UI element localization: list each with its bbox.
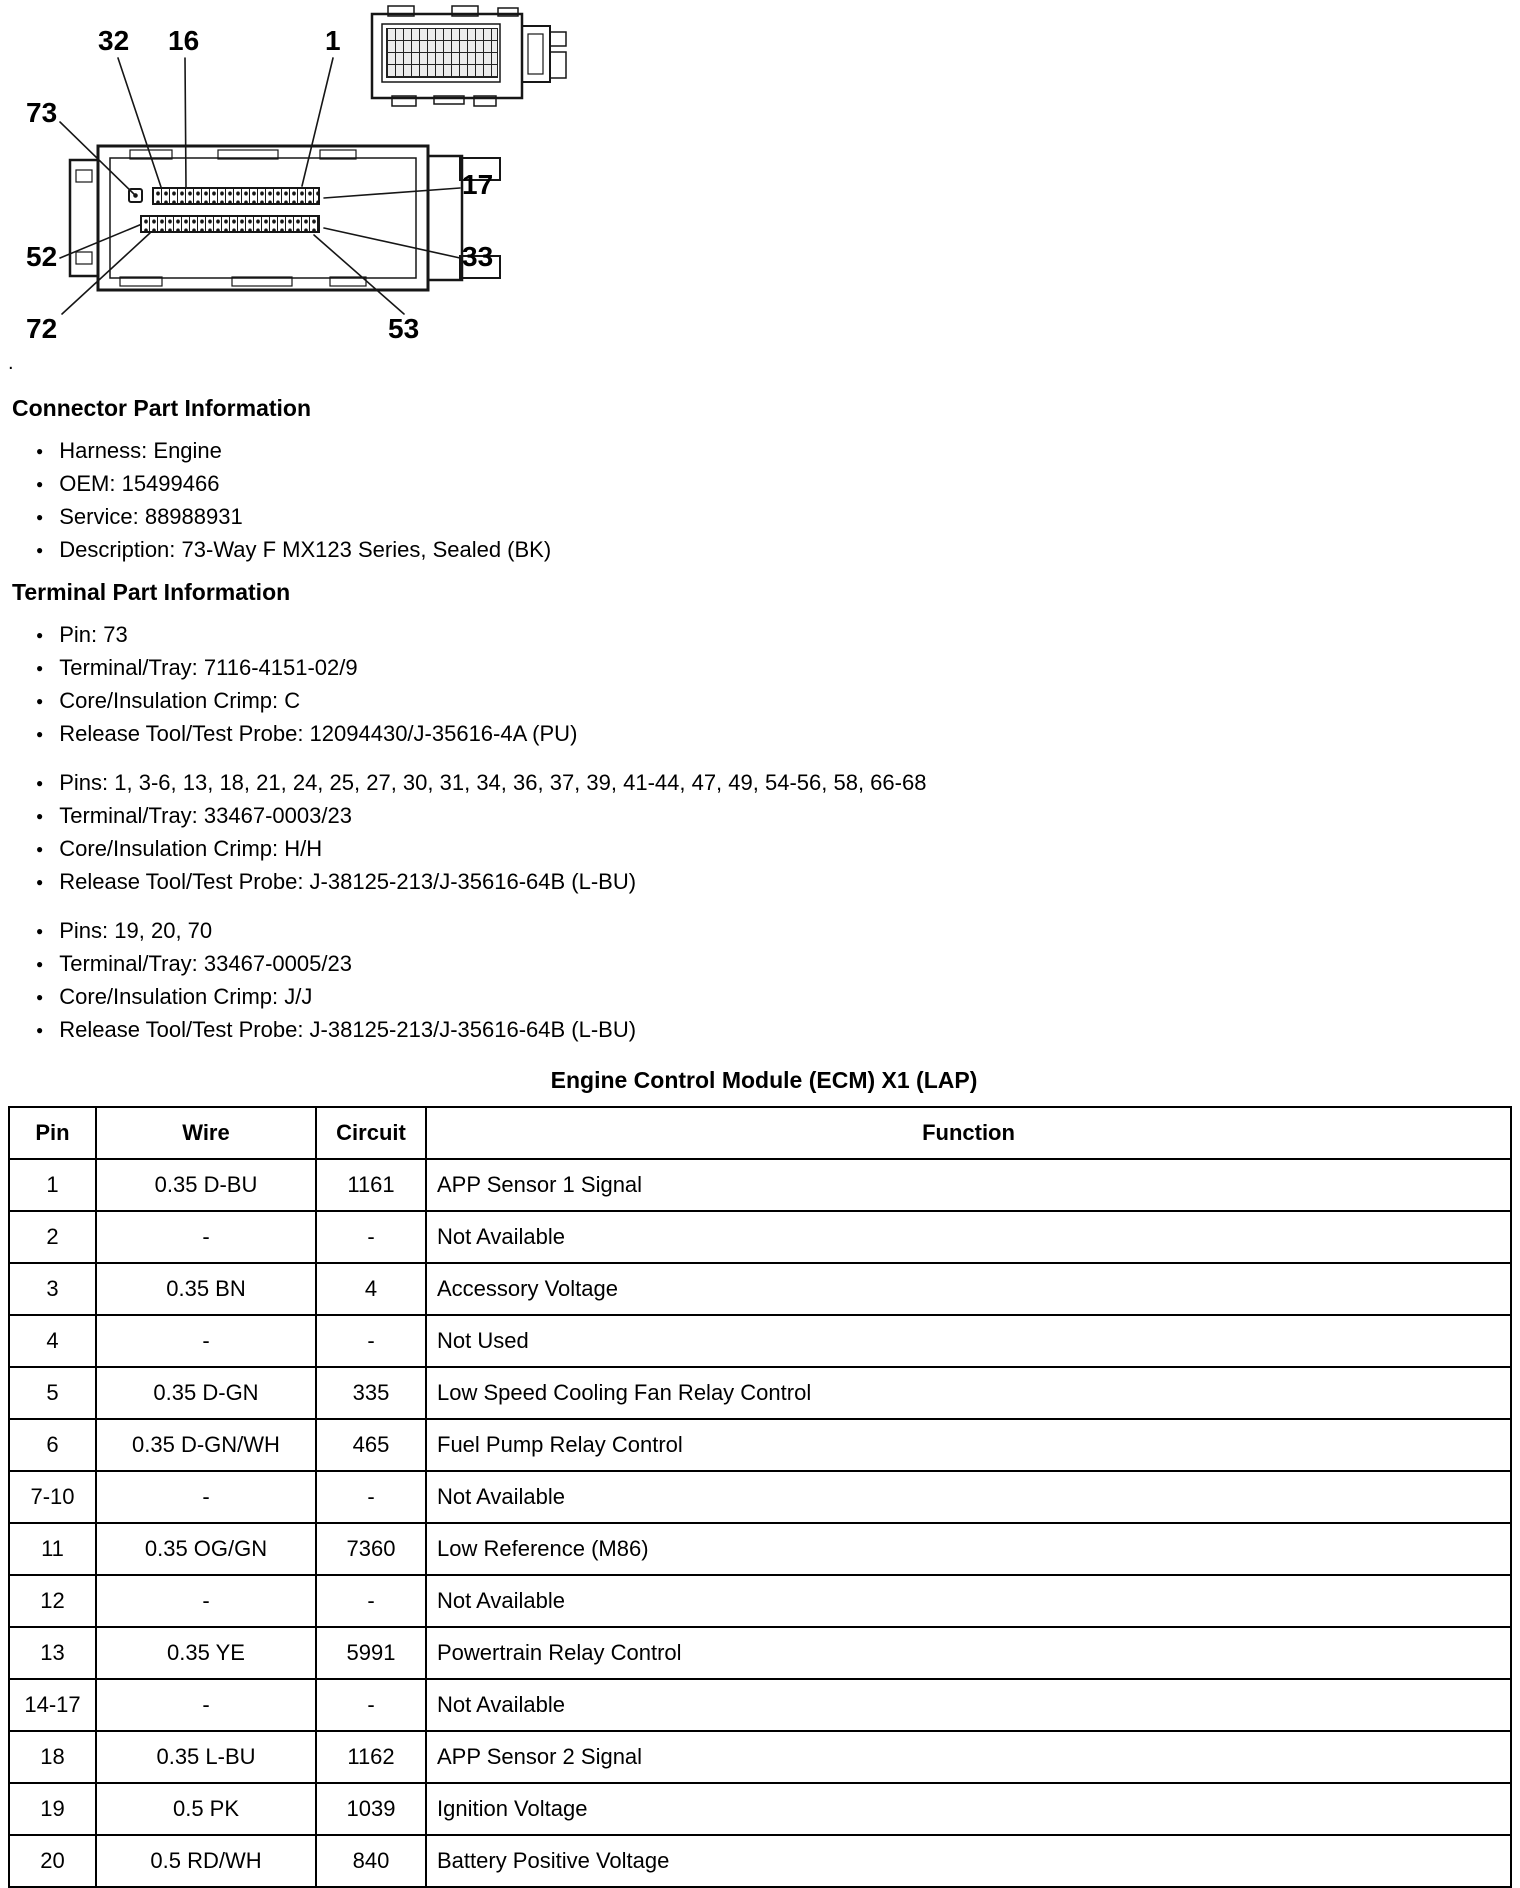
cell-pin: 19: [9, 1783, 96, 1835]
column-header-wire: Wire: [96, 1107, 316, 1159]
terminal-info-group-3: [12, 914, 1520, 1046]
list-item-text: Description: 73-Way F MX123 Series, Sealed (BK): [59, 536, 552, 562]
cell-circuit: 1039: [316, 1783, 426, 1835]
cell-function: Low Speed Cooling Fan Relay Control: [426, 1367, 1511, 1419]
list-item-text: Service: 88988931: [59, 503, 243, 529]
cell-function: Accessory Voltage: [426, 1263, 1511, 1315]
cell-function: Not Available: [426, 1211, 1511, 1263]
table-row: [9, 1367, 1511, 1419]
cell-circuit: 840: [316, 1835, 426, 1887]
cell-circuit: -: [316, 1575, 426, 1627]
list-item: [36, 533, 1520, 566]
list-item-text: Terminal/Tray: 33467-0003/23: [59, 802, 352, 828]
list-item: [36, 1013, 1520, 1046]
cell-circuit: -: [316, 1679, 426, 1731]
cell-pin: 13: [9, 1627, 96, 1679]
callout-32: 32: [98, 25, 130, 56]
cell-circuit: 7360: [316, 1523, 426, 1575]
bullet-icon: ●: [36, 476, 44, 491]
cell-function: Battery Positive Voltage: [426, 1835, 1511, 1887]
cell-wire: 0.35 L-BU: [96, 1731, 316, 1783]
cell-wire: 0.35 D-BU: [96, 1159, 316, 1211]
cell-circuit: -: [316, 1315, 426, 1367]
cell-circuit: 465: [316, 1419, 426, 1471]
list-item-text: Release Tool/Test Probe: J-38125-213/J-35616-64B (L-BU): [59, 1016, 637, 1042]
column-header-pin: Pin: [9, 1107, 96, 1159]
list-item-text: Core/Insulation Crimp: H/H: [59, 835, 323, 861]
cell-function: Not Available: [426, 1575, 1511, 1627]
list-item: [36, 500, 1520, 533]
connector-info-heading: Connector Part Information: [12, 395, 312, 421]
list-item-text: Pin: 73: [59, 621, 128, 647]
list-item-text: Pins: 19, 20, 70: [59, 917, 213, 943]
list-item-text: OEM: 15499466: [59, 470, 220, 496]
cell-function: Not Available: [426, 1679, 1511, 1731]
cell-pin: 7-10: [9, 1471, 96, 1523]
callout-16: 16: [168, 25, 200, 56]
table-row: [9, 1575, 1511, 1627]
pin-73-cavity: [128, 188, 143, 203]
bullet-icon: ●: [36, 542, 44, 557]
list-item: [36, 651, 1520, 684]
cell-function: APP Sensor 1 Signal: [426, 1159, 1511, 1211]
diagram-art: [0, 0, 620, 370]
cell-wire: 0.5 PK: [96, 1783, 316, 1835]
list-item: [36, 467, 1520, 500]
cell-function: Not Available: [426, 1471, 1511, 1523]
list-item: [36, 980, 1520, 1013]
callout-53: 53: [388, 313, 420, 344]
list-item-text: Terminal/Tray: 7116-4151-02/9: [59, 654, 358, 680]
list-item: [36, 865, 1520, 898]
list-item: [36, 434, 1520, 467]
cell-pin: 18: [9, 1731, 96, 1783]
bullet-icon: ●: [36, 509, 44, 524]
cell-wire: -: [96, 1211, 316, 1263]
bullet-icon: ●: [36, 693, 44, 708]
cell-function: APP Sensor 2 Signal: [426, 1731, 1511, 1783]
bullet-icon: ●: [36, 989, 44, 1004]
bullet-icon: ●: [36, 775, 44, 790]
bullet-icon: ●: [36, 660, 44, 675]
bullet-icon: ●: [36, 726, 44, 741]
list-item: [36, 717, 1520, 750]
callout-17: 17: [462, 169, 494, 200]
cell-pin: 1: [9, 1159, 96, 1211]
content: [0, 394, 1520, 1888]
list-item: [36, 832, 1520, 865]
list-item-text: Core/Insulation Crimp: C: [59, 687, 301, 713]
terminal-info-heading: Terminal Part Information: [12, 579, 291, 605]
terminal-info-group-2: [12, 766, 1520, 898]
cell-wire: 0.35 D-GN/WH: [96, 1419, 316, 1471]
cell-circuit: -: [316, 1471, 426, 1523]
bullet-icon: ●: [36, 874, 44, 889]
cell-wire: 0.35 OG/GN: [96, 1523, 316, 1575]
cell-function: Fuel Pump Relay Control: [426, 1419, 1511, 1471]
cell-pin: 12: [9, 1575, 96, 1627]
bullet-icon: ●: [36, 841, 44, 856]
list-item: [36, 618, 1520, 651]
table-row: [9, 1211, 1511, 1263]
cell-wire: -: [96, 1471, 316, 1523]
list-item: [36, 914, 1520, 947]
cell-pin: 2: [9, 1211, 96, 1263]
cell-pin: 3: [9, 1263, 96, 1315]
bullet-icon: ●: [36, 923, 44, 938]
cell-circuit: 1161: [316, 1159, 426, 1211]
callout-1: 1: [325, 25, 341, 56]
photo-pin-grid: [386, 28, 498, 78]
cell-circuit: 4: [316, 1263, 426, 1315]
list-item-text: Harness: Engine: [59, 437, 222, 463]
table-row: [9, 1419, 1511, 1471]
table-row: [9, 1627, 1511, 1679]
cell-function: Not Used: [426, 1315, 1511, 1367]
cell-function: Low Reference (M86): [426, 1523, 1511, 1575]
cell-circuit: 5991: [316, 1627, 426, 1679]
bullet-icon: ●: [36, 956, 44, 971]
callout-72: 72: [26, 313, 58, 344]
cell-wire: 0.35 YE: [96, 1627, 316, 1679]
bullet-icon: ●: [36, 808, 44, 823]
table-row: [9, 1471, 1511, 1523]
cell-function: Ignition Voltage: [426, 1783, 1511, 1835]
list-item: [36, 766, 1520, 799]
cell-pin: 4: [9, 1315, 96, 1367]
terminal-info-group-1: [12, 618, 1520, 750]
cell-pin: 20: [9, 1835, 96, 1887]
cell-pin: 5: [9, 1367, 96, 1419]
list-item: [36, 799, 1520, 832]
callout-52: 52: [26, 241, 58, 272]
pin-row-top: [152, 187, 320, 205]
column-header-circuit: Circuit: [316, 1107, 426, 1159]
list-item-text: Terminal/Tray: 33467-0005/23: [59, 950, 352, 976]
table-row: [9, 1523, 1511, 1575]
list-item-text: Pins: 1, 3-6, 13, 18, 21, 24, 25, 27, 30, 31, 34, 36, 37, 39, 41-44, 47, 49, 54-56, 58, 66-68: [59, 769, 927, 795]
list-item: [36, 684, 1520, 717]
table-title: Engine Control Module (ECM) X1 (LAP): [550, 1067, 978, 1093]
stray-mark: .: [8, 352, 14, 374]
connector-diagram: [0, 0, 1520, 374]
cell-pin: 14-17: [9, 1679, 96, 1731]
cell-circuit: 335: [316, 1367, 426, 1419]
table-row: [9, 1159, 1511, 1211]
cell-wire: -: [96, 1679, 316, 1731]
bullet-icon: ●: [36, 443, 44, 458]
table-row: [9, 1263, 1511, 1315]
cell-circuit: -: [316, 1211, 426, 1263]
connector-info-list: [12, 434, 1520, 566]
cell-wire: -: [96, 1315, 316, 1367]
pin-row-bottom: [140, 215, 320, 233]
cell-pin: 11: [9, 1523, 96, 1575]
cell-function: Powertrain Relay Control: [426, 1627, 1511, 1679]
table-row: [9, 1315, 1511, 1367]
bullet-icon: ●: [36, 627, 44, 642]
table-header-row: [9, 1107, 1511, 1159]
cell-wire: 0.5 RD/WH: [96, 1835, 316, 1887]
table-row: [9, 1783, 1511, 1835]
cell-wire: 0.35 BN: [96, 1263, 316, 1315]
list-item: [36, 947, 1520, 980]
table-body: [9, 1159, 1511, 1887]
pinout-table: [8, 1106, 1512, 1888]
list-item-text: Release Tool/Test Probe: 12094430/J-35616-4A (PU): [59, 720, 578, 746]
table-row: [9, 1835, 1511, 1887]
cell-pin: 6: [9, 1419, 96, 1471]
cell-circuit: 1162: [316, 1731, 426, 1783]
list-item-text: Release Tool/Test Probe: J-38125-213/J-35616-64B (L-BU): [59, 868, 637, 894]
table-row: [9, 1731, 1511, 1783]
column-header-function: Function: [426, 1107, 1511, 1159]
callout-73: 73: [26, 97, 58, 128]
cell-wire: -: [96, 1575, 316, 1627]
table-row: [9, 1679, 1511, 1731]
cell-wire: 0.35 D-GN: [96, 1367, 316, 1419]
list-item-text: Core/Insulation Crimp: J/J: [59, 983, 313, 1009]
bullet-icon: ●: [36, 1022, 44, 1037]
callout-33: 33: [462, 241, 494, 272]
